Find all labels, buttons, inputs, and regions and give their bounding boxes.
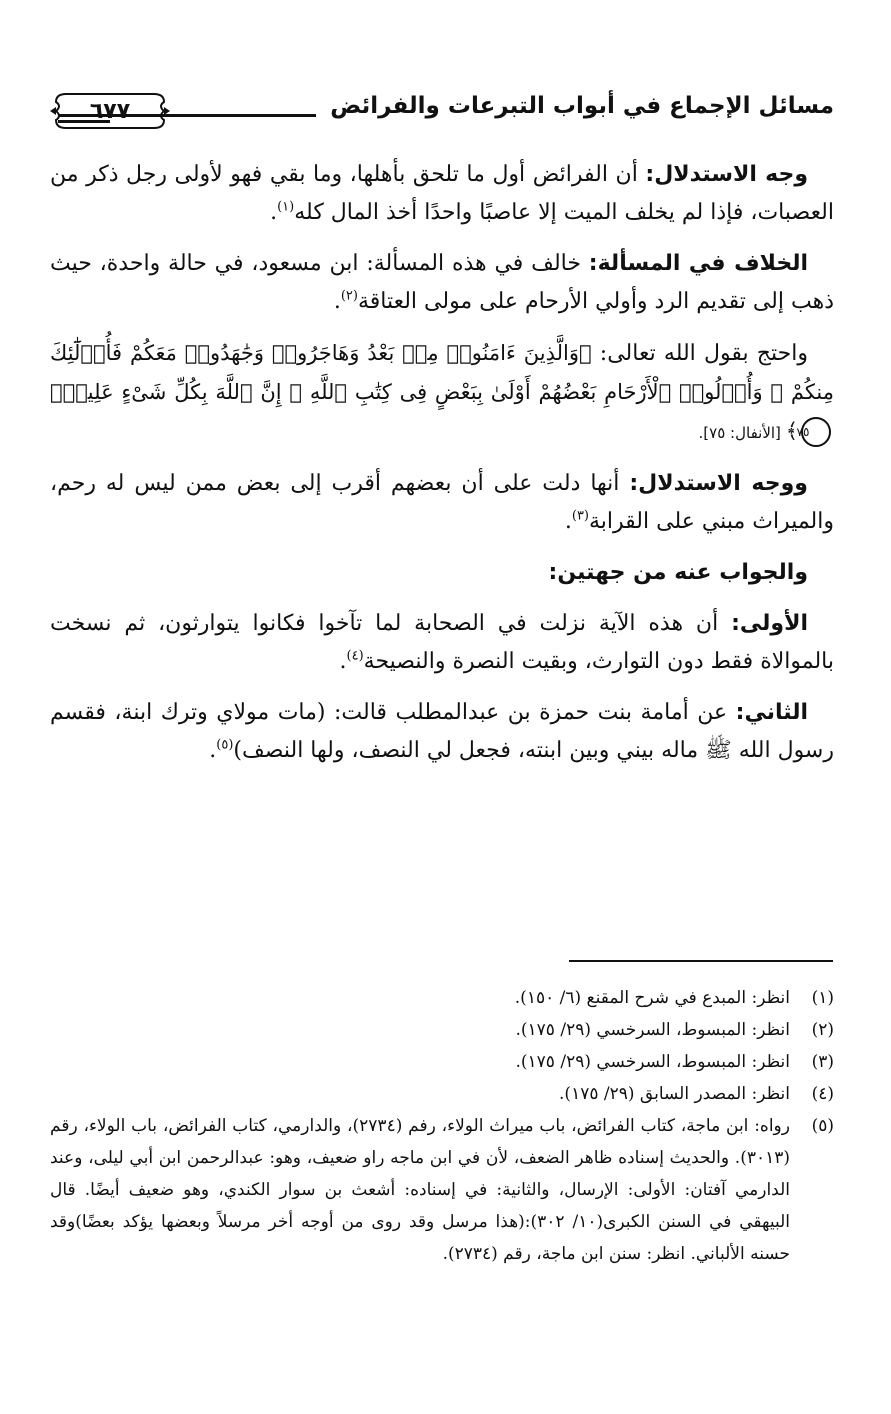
footnote-marker[interactable]: (٤) (346, 648, 364, 664)
main-text (50, 156, 834, 783)
footnote-item (50, 1078, 834, 1110)
footnote-number: (٥) (811, 1116, 834, 1136)
paragraph-lead: وجه الاستدلال: (645, 162, 809, 187)
paragraph-end: . (209, 738, 217, 763)
footnote-number: (١) (811, 988, 834, 1008)
quran-close-bracket: ﴾ (785, 419, 798, 443)
footnote-marker[interactable]: (٢) (340, 288, 358, 304)
footnote-text: انظر: المبسوط، السرخسي (٢٩/ ١٧٥). (515, 1052, 790, 1072)
footnote-number: (٣) (811, 1052, 834, 1072)
paragraph-lead: ووجه الاستدلال: (629, 471, 808, 496)
paragraph-lead: والجواب عنه من جهتين: (548, 560, 808, 585)
paragraph-disagreement (50, 245, 834, 321)
paragraph-quran-citation (50, 334, 834, 452)
paragraph-intro: واحتج بقول الله تعالى: (591, 341, 808, 366)
footnote-marker[interactable]: (٥) (216, 737, 234, 753)
footnotes (50, 982, 834, 1270)
footnote-number: (٤) (811, 1084, 834, 1104)
ayah-number-icon: ٧٥ (801, 417, 831, 447)
footnote-text: انظر: المصدر السابق (٢٩/ ١٧٥). (559, 1084, 790, 1104)
footnote-text: رواه: ابن ماجة، كتاب الفرائض، باب ميراث الولاء، رفم (٢٧٣٤)، والدارمي، كتاب الفرائض، باب الولاء، رقم (٣٠١٣). والحديث إسناده ظاهر الضعف، لأن في ابن ماجه راو ضعيف، وهو: عبدالرحمن ابن أبي ليلى، وعند الدارمي آفتان: الأولى: الإرسال، والثانية: في إسناده: أشعث بن سوار الكندي، وهو ضعيف أيضًا. قال البيهقي في السنن الكبرى(١٠/ ٣٠٢):(هذا مرسل وقد روى من أوجه أخر مرسلاً وبعضها يؤكد بعضًا)وقد حسنه الألباني. انظر: سنن ابن ماجة، رقم (٢٧٣٤). (50, 1116, 791, 1264)
paragraph-answer-heading (50, 554, 834, 592)
paragraph-lead: الثاني: (735, 700, 808, 725)
paragraph-text: أن هذه الآية نزلت في الصحابة لما تآخوا فكانوا يتوارثون، ثم نسخت بالموالاة فقط دون التوارث، وبقيت النصرة والنصيحة (50, 611, 834, 674)
paragraph-second-answer (50, 694, 834, 770)
paragraph-end: . (339, 649, 347, 674)
footnote-text: انظر: المبدع في شرح المقنع (٦/ ١٥٠). (514, 988, 790, 1008)
paragraph-end: . (333, 289, 341, 314)
paragraph-end: . (270, 200, 278, 225)
footnote-item (50, 1110, 834, 1270)
footnote-marker[interactable]: (٣) (571, 508, 589, 524)
header-title: مسائل الإجماع في أبواب التبرعات والفرائض (330, 93, 834, 119)
footnote-separator (569, 960, 833, 962)
page-number-frame (48, 88, 172, 134)
paragraph-text: خالف في هذه المسألة: ابن مسعود، في حالة واحدة، حيث ذهب إلى تقديم الرد وأولي الأرحام على مولى العتاقة (50, 251, 834, 314)
verse-reference: [الأنفال: ٧٥]. (698, 424, 786, 442)
footnote-marker[interactable]: (١) (277, 199, 295, 215)
paragraph-text: أنها دلت على أن بعضهم أقرب إلى بعض ممن ليس له رحم، والميراث مبني على القرابة (50, 471, 834, 534)
footnote-item (50, 982, 834, 1014)
paragraph-end: . (564, 509, 572, 534)
footnote-number: (٢) (811, 1020, 834, 1040)
paragraph-first-answer (50, 605, 834, 681)
page-number: ٦٧٧ (89, 98, 131, 124)
paragraph-evidence-2 (50, 465, 834, 541)
quran-verse: ﴿وَالَّذِينَ ءَامَنُوا۟ مِنۢ بَعْدُ وَهَاجَرُوا۟ وَجَٰهَدُوا۟ مَعَكُمْ فَأُو۟لَٰٓئِكَ مِنكُمْ ۚ وَأُو۟لُوا۟ ٱلْأَرْحَامِ بَعْضُهُمْ أَوْلَىٰ بِبَعْضٍ فِى كِتَٰبِ ٱللَّهِ ۗ إِنَّ ٱللَّهَ بِكُلِّ شَىْءٍ عَلِيمٌۢ (50, 341, 834, 404)
paragraph-lead: الأولى: (731, 611, 808, 636)
paragraph-evidence (50, 156, 834, 232)
paragraph-text: أن الفرائض أول ما تلحق بأهلها، وما بقي فهو لأولى رجل ذكر من العصبات، فإذا لم يخلف الميت إلا عاصبًا واحدًا أخذ المال كله (50, 162, 834, 225)
footnote-item (50, 1046, 834, 1078)
paragraph-text: عن أمامة بنت حمزة بن عبدالمطلب قالت: (مات مولاي وترك ابنة، فقسم رسول الله ﷺ ماله بيني وبين ابنته، فجعل لي النصف، ولها النصف) (50, 700, 834, 763)
footnote-item (50, 1014, 834, 1046)
running-header (58, 78, 834, 134)
paragraph-lead: الخلاف في المسألة: (588, 251, 808, 276)
footnote-text: انظر: المبسوط، السرخسي (٢٩/ ١٧٥). (515, 1020, 790, 1040)
